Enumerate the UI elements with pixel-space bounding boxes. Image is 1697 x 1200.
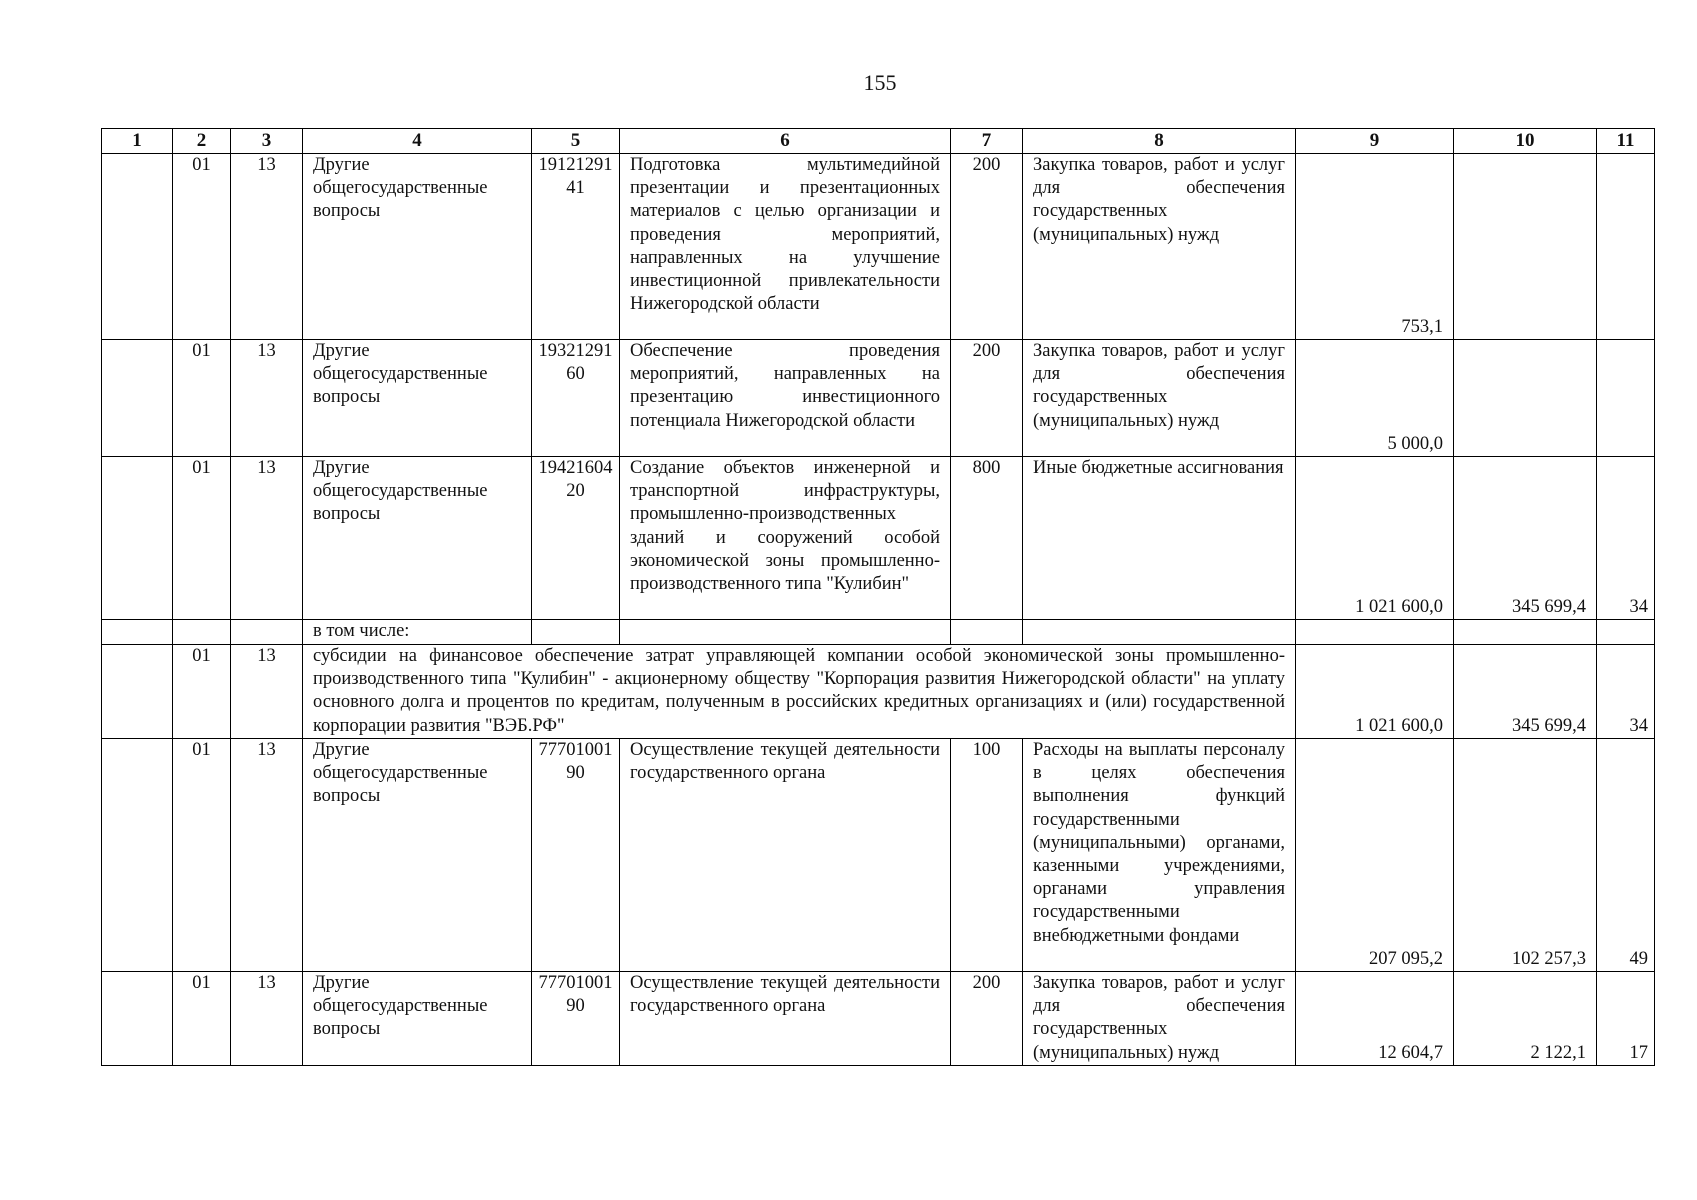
subsidy-description: субсидии на финансовое обеспечение затрат управляющей компании особой экономической зоны промышленно-производственного типа "Кулибин" - акционерному обществу "Корпорация развития Нижегородской области" на уплату основного долга и процентов по кредитам, полученным в российских кредитных организациях и (или) государственной корпорации развития "ВЭБ.РФ" [303,645,1296,739]
col-header: 6 [620,129,951,154]
table-row [102,739,1655,972]
cell-subsection: 13 [231,457,303,620]
cell-section: 01 [173,645,231,739]
cell-subsection: 13 [231,340,303,457]
cell-section: 01 [173,154,231,340]
cell-target-name: Обеспечение проведения мероприятий, направленных на презентацию инвестиционного потенциала Нижегородской области [620,340,951,457]
cell-expense-type: 200 [951,154,1023,340]
cell-c1 [102,457,173,620]
cell-c1 [102,154,173,340]
cell-section-name: Другие общегосударственные вопросы [303,739,532,972]
cell-section-name: Другие общегосударственные вопросы [303,154,532,340]
col-header: 8 [1023,129,1296,154]
cell-percent: 34 [1597,457,1655,620]
table-row [102,972,1655,1066]
cell-expense-type-name: Иные бюджетные ассигнования [1023,457,1296,620]
cell-target-code: 1942160420 [532,457,620,620]
including-row [102,620,1655,645]
cell-section: 01 [173,457,231,620]
cell-section: 01 [173,739,231,972]
cell-expense-type: 200 [951,340,1023,457]
cell-actual [1454,154,1597,340]
cell-subsection: 13 [231,645,303,739]
cell-section-name: Другие общегосударственные вопросы [303,972,532,1066]
cell-plan: 1 021 600,0 [1296,457,1454,620]
cell-expense-type-name: Закупка товаров, работ и услуг для обеспечения государственных (муниципальных) нужд [1023,972,1296,1066]
cell-expense-type-name: Расходы на выплаты персоналу в целях обеспечения выполнения функций государственными (муниципальными) органами, казенными учреждениями, органами управления государственными внебюджетными фондами [1023,739,1296,972]
col-header: 5 [532,129,620,154]
cell-target-code: 7770100190 [532,972,620,1066]
cell-section: 01 [173,340,231,457]
table-row [102,340,1655,457]
table-row [102,154,1655,340]
cell-plan: 207 095,2 [1296,739,1454,972]
cell-actual: 102 257,3 [1454,739,1597,972]
header-row [102,129,1655,154]
cell-percent: 34 [1597,645,1655,739]
cell-section: 01 [173,972,231,1066]
cell-target-name: Создание объектов инженерной и транспортной инфраструктуры, промышленно-производственных зданий и сооружений особой экономической зоны промышленно-производственного типа "Кулибин" [620,457,951,620]
cell-target-code: 7770100190 [532,739,620,972]
including-label: в том числе: [303,620,532,645]
cell-plan: 753,1 [1296,154,1454,340]
cell-percent [1597,154,1655,340]
cell-subsection: 13 [231,739,303,972]
cell-plan: 12 604,7 [1296,972,1454,1066]
cell-expense-type-name: Закупка товаров, работ и услуг для обеспечения государственных (муниципальных) нужд [1023,154,1296,340]
page-number: 155 [863,70,897,95]
cell-subsection: 13 [231,154,303,340]
cell-target-name: Осуществление текущей деятельности государственного органа [620,739,951,972]
col-header: 11 [1597,129,1655,154]
cell-expense-type: 200 [951,972,1023,1066]
cell-subsection: 13 [231,972,303,1066]
cell-target-code: 1932129160 [532,340,620,457]
cell-expense-type: 100 [951,739,1023,972]
col-header: 9 [1296,129,1454,154]
cell-section-name: Другие общегосударственные вопросы [303,340,532,457]
cell-percent: 17 [1597,972,1655,1066]
cell-actual: 345 699,4 [1454,457,1597,620]
cell-plan: 1 021 600,0 [1296,645,1454,739]
subsidy-row [102,645,1655,739]
cell-expense-type-name: Закупка товаров, работ и услуг для обеспечения государственных (муниципальных) нужд [1023,340,1296,457]
cell-percent [1597,340,1655,457]
cell-c1 [102,739,173,972]
col-header: 4 [303,129,532,154]
cell-plan: 5 000,0 [1296,340,1454,457]
cell-target-name: Подготовка мультимедийной презентации и презентационных материалов с целью организации и проведения мероприятий, направленных на улучшение инвестиционной привлекательности Нижегородской области [620,154,951,340]
col-header: 7 [951,129,1023,154]
col-header: 3 [231,129,303,154]
budget-table [101,128,1655,1066]
col-header: 10 [1454,129,1597,154]
cell-c1 [102,972,173,1066]
cell-actual: 345 699,4 [1454,645,1597,739]
col-header: 1 [102,129,173,154]
table-row [102,457,1655,620]
col-header: 2 [173,129,231,154]
cell-c1 [102,340,173,457]
cell-actual [1454,340,1597,457]
cell-target-name: Осуществление текущей деятельности государственного органа [620,972,951,1066]
cell-expense-type: 800 [951,457,1023,620]
cell-target-code: 1912129141 [532,154,620,340]
cell-actual: 2 122,1 [1454,972,1597,1066]
cell-percent: 49 [1597,739,1655,972]
cell-section-name: Другие общегосударственные вопросы [303,457,532,620]
